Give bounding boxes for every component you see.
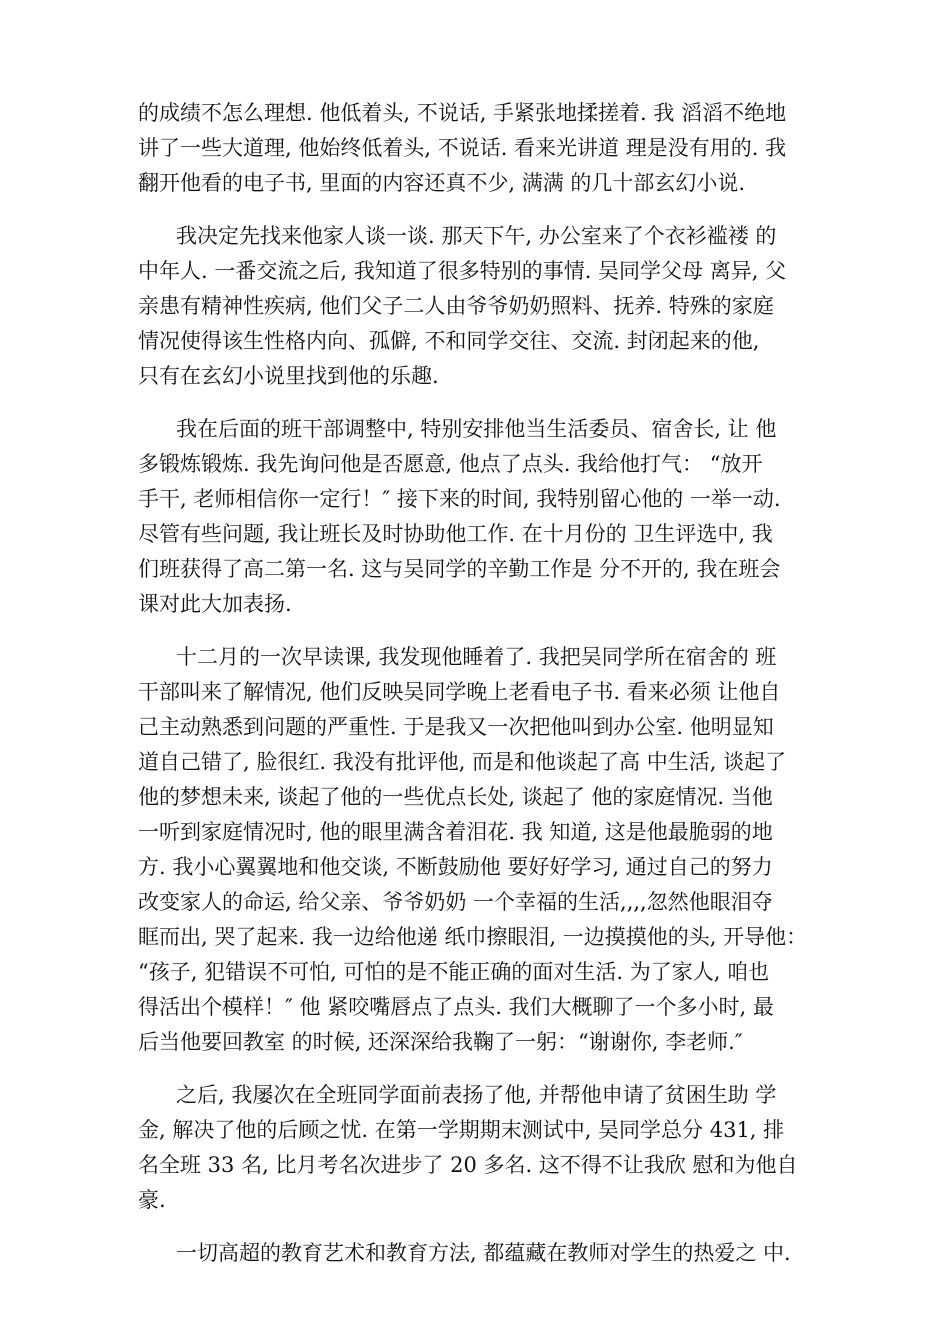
text-line: 讲了一些大道理, 他始终低着头, 不说话. 看来光讲道 理是没有用的. 我 [138,136,787,160]
text-line: 翻开他看的电子书, 里面的内容还真不少, 满满 的几十部玄幻小说. [138,171,746,195]
paragraph-3 [138,412,838,622]
text-line: 他的梦想未来, 谈起了他的一些优点长处, 谈起了 他的家庭情况. 当他 [138,785,773,809]
paragraph-5 [138,1078,838,1218]
text-line: 一听到家庭情况时, 他的眼里满含着泪花. 我 知道, 这是他最脆弱的地 [138,820,773,844]
text-line: 己主动熟悉到问题的严重性. 于是我又一次把他叫到办公室. 他明显知 [138,715,774,739]
paragraph-2 [138,219,838,394]
text-line: “孩子, 犯错误不可怕, 可怕的是不能正确的面对生活. 为了家人, 咱也 [138,960,770,984]
text-line: 名全班 33 名, 比月考名次进步了 20 多名. 这不得不让我欣 慰和为他自 [138,1153,798,1177]
text-line: 情况使得该生性格内向、孤僻, 不和同学交往、交流. 封闭起来的他, [138,329,760,353]
paragraph-6 [138,1236,838,1271]
text-line: 道自己错了, 脸很红. 我没有批评他, 而是和他谈起了高 中生活, 谈起了 [138,750,787,774]
text-line: 多锻炼锻炼. 我先询问他是否愿意, 他点了点头. 我给他打气： “放开 [138,452,763,476]
text-line: 金, 解决了他的后顾之忧. 在第一学期期末测试中, 吴同学总分 431, 排 [138,1118,785,1142]
text-line: 只有在玄幻小说里找到他的乐趣. [138,364,439,388]
text-line: 中年人. 一番交流之后, 我知道了很多特别的事情. 吴同学父母 离异, 父 [138,259,787,283]
text-line: 课对此大加表扬. [138,592,292,616]
text-line: 改变家人的命运, 给父亲、爷爷奶奶 一个幸福的生活,,,,忽然他眼泪夺 [138,890,773,914]
text-line: 后当他要回教室 的时候, 还深深给我鞠了一躬：“谢谢你, 李老师.″ [138,1030,743,1054]
text-line: 我决定先找来他家人谈一谈. 那天下午, 办公室来了个衣衫褴褛 的 [176,224,777,248]
text-line: 方. 我小心翼翼地和他交谈, 不断鼓励他 要好好学习, 通过自己的努力 [138,855,773,879]
text-line: 豪. [138,1188,166,1212]
paragraph-4 [138,640,838,1060]
text-line: 亲患有精神性疾病, 他们父子二人由爷爷奶奶照料、抚养. 特殊的家庭 [138,294,774,318]
document-body [138,96,838,1289]
text-line: 干部叫来了解情况, 他们反映吴同学晚上老看电子书. 看来必须 让他自 [138,680,781,704]
text-line: 尽管有些问题, 我让班长及时协助他工作. 在十月份的 卫生评选中, 我 [138,522,773,546]
text-line: 手干, 老师相信你一定行！″ 接下来的时间, 我特别留心他的 一举一动. [138,487,781,511]
text-line: 之后, 我屡次在全班同学面前表扬了他, 并帮他申请了贫困生助 学 [176,1083,777,1107]
text-line: 十二月的一次早读课, 我发现他睡着了. 我把吴同学所在宿舍的 班 [176,645,777,669]
text-line: 的成绩不怎么理想. 他低着头, 不说话, 手紧张地揉搓着. 我 滔滔不绝地 [138,101,787,125]
text-line: 眶而出, 哭了起来. 我一边给他递 纸巾擦眼泪, 一边摸摸他的头, 开导他： [138,925,808,949]
text-line: 们班获得了高二第一名. 这与吴同学的辛勤工作是 分不开的, 我在班会 [138,557,781,581]
text-line: 我在后面的班干部调整中, 特别安排他当生活委员、宿舍长, 让 他 [176,417,777,441]
paragraph-1 [138,96,838,201]
text-line: 一切高超的教育艺术和教育方法, 都蕴藏在教师对学生的热爱之 中. [176,1241,791,1265]
text-line: 得活出个模样！″ 他 紧咬嘴唇点了点头. 我们大概聊了一个多小时, 最 [138,995,774,1019]
